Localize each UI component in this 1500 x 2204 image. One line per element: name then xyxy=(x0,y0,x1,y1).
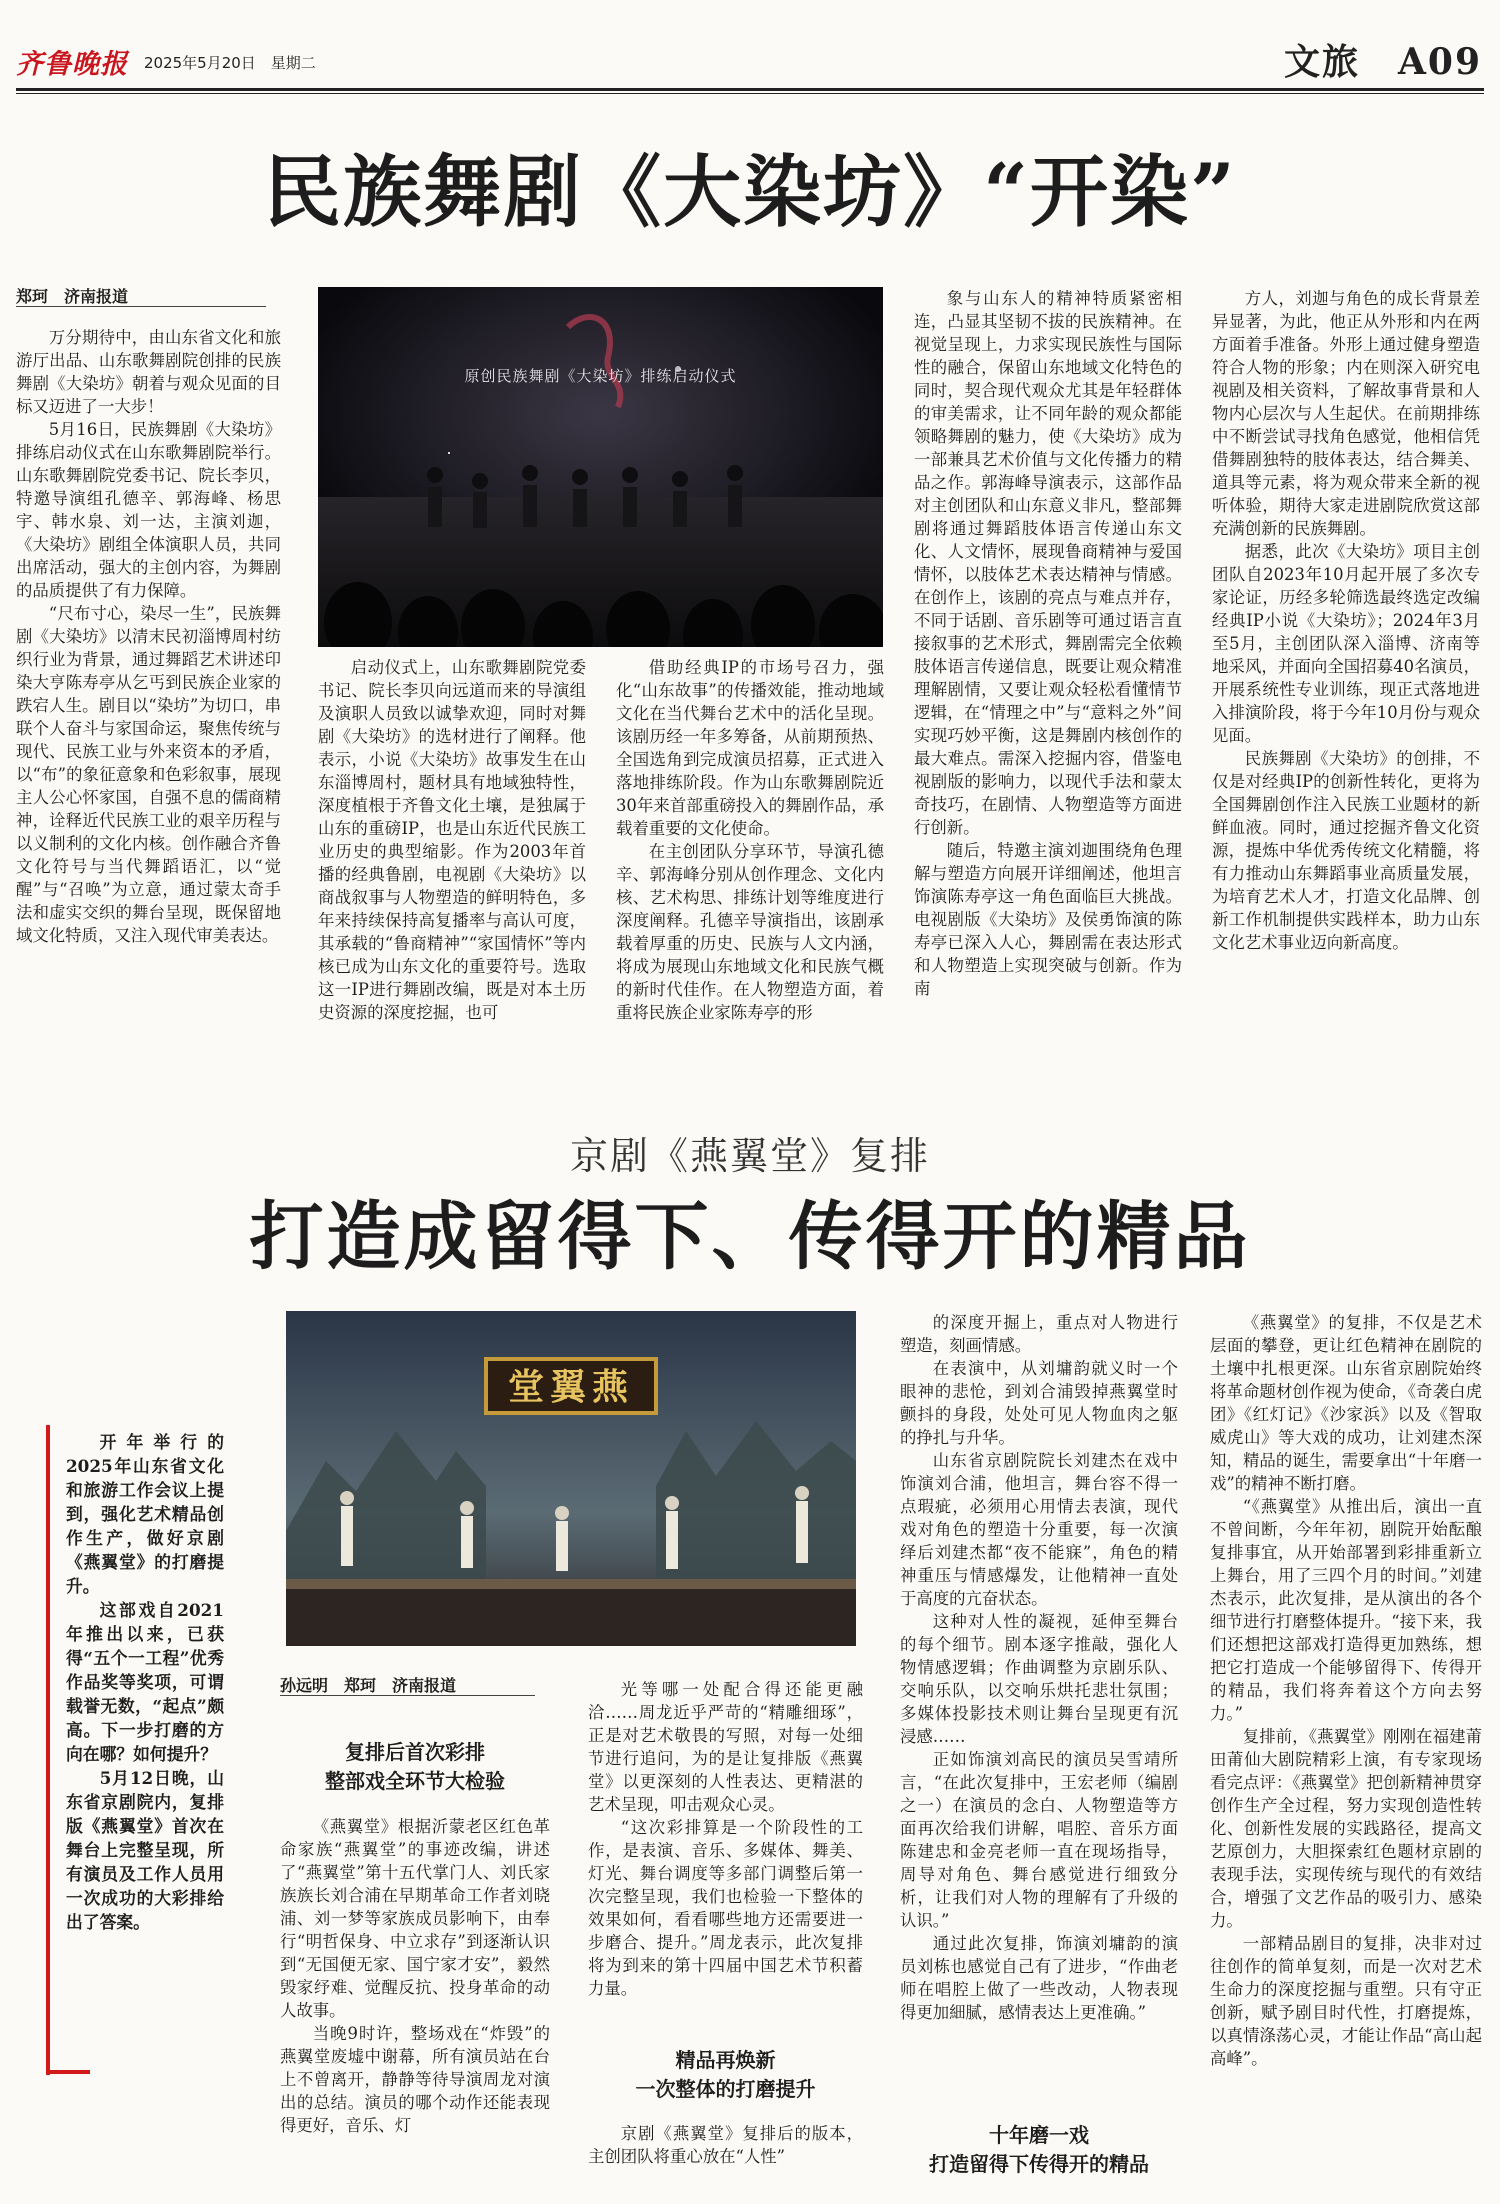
paragraph: 的深度开掘上，重点对人物进行塑造，刻画情感。 xyxy=(900,1313,1178,1355)
column-paragraphs xyxy=(1212,287,1480,954)
article2-column-3 xyxy=(588,1678,863,2040)
paragraph: 《燕翼堂》根据沂蒙老区红色革命家族“燕翼堂”的事迹改编，讲述了“燕翼堂”第十五代掌门人、刘氏家族族长刘合浦在早期革命工作者刘晓浦、刘一梦等家族成员影响下，由奉行“明哲保身、中立求存”到逐渐认识到“无国便无家、国宁家才安”，毅然毁家纾难、觉醒反抗、投身革命的动人故事。 xyxy=(280,1817,550,2020)
section-heading-line-2: 整部戏全环节大检验 xyxy=(325,1769,505,1793)
paragraph: 这部戏自2021年推出以来，已获得“五个一工程”优秀作品奖等奖项，可谓载誉无数，“起点”颇高。下一步打磨的方向在哪？如何提升？ xyxy=(66,1600,224,1764)
paragraph: 随后，特邀主演刘迦围绕角色理解与塑造方向展开详细阐述，他坦言饰演陈寿亭这一角色面临巨大挑战。电视剧版《大染坊》及侯勇饰演的陈寿亭已深入人心，舞剧需在表达形式和人物塑造上实现突破与创新。作为南 xyxy=(914,841,1182,998)
article2-column-2 xyxy=(280,1815,550,2175)
paragraph: 方人，刘迦与角色的成长背景差异显著，为此，他正从外形和内在两方面着手准备。外形上通过健身塑造符合人物的形象；内在则深入研究电视剧及相关资料，了解故事背景和人物内心层次与人生起伏。在前期排练中不断尝试寻找角色感觉，他相信凭借舞剧独特的肢体表达，结合舞美、道具等元素，将为观众带来全新的视听体验，期待大家走进剧院欣赏这部充满创新的民族舞剧。 xyxy=(1212,289,1480,538)
newspaper-logo: 齐鲁晚报 xyxy=(16,49,128,80)
article2-headline: 打造成留得下、传得开的精品 xyxy=(249,1194,1251,1280)
section-heading-line-2: 打造留得下传得开的精品 xyxy=(929,2152,1149,2176)
column-paragraphs xyxy=(1210,1311,1482,2070)
issue-date: 2025年5月20日 星期二 xyxy=(144,54,316,72)
yanyitang-stage-photo xyxy=(286,1311,856,1646)
masthead-rule-thin xyxy=(16,93,1484,94)
column-paragraphs xyxy=(318,656,586,1024)
column-paragraphs xyxy=(914,287,1182,1000)
paragraph: 山东省京剧院院长刘建杰在戏中饰演刘合浦，他坦言，舞台容不得一点瑕疵，必须用心用情去表演，现代戏对角色的塑造十分重要，每一次演绎后刘建杰都“夜不能寐”，角色的精神重压与情感爆发，让他精神一直处于高度的亢奋状态。 xyxy=(900,1451,1178,1608)
article1-column-4 xyxy=(914,287,1182,1096)
section-heading-decade xyxy=(900,2121,1178,2179)
sidebar-accent-bar xyxy=(46,1425,50,2075)
paragraph: 在主创团队分享环节，导演孔德辛、郭海峰分别从创作理念、文化内核、艺术构思、排练计划等维度进行深度阐释。孔德辛导演指出，该剧承载着厚重的历史、民族与人文内涵，将成为展现山东地域文化和民族气概的新时代佳作。在人物塑造方面，着重将民族企业家陈寿亭的形 xyxy=(616,842,884,1022)
stage-illustration xyxy=(318,287,883,647)
article2-sidebar xyxy=(66,1430,224,2070)
paragraph: 光等哪一处配合得还能更融洽……周龙近乎严苛的“精雕细琢”，正是对艺术敬畏的写照，对每一处细节进行追问，为的是让复排版《燕翼堂》以更深刻的人性表达、更精湛的艺术呈现，叩击观众心灵。 xyxy=(588,1680,863,1814)
section-heading-line-1: 精品再焕新 xyxy=(675,2048,776,2072)
paragraph: 5月12日晚，山东省京剧院内，复排版《燕翼堂》首次在舞台上完整呈现，所有演员及工作人员用一次成功的大彩排给出了答案。 xyxy=(66,1768,224,1932)
byline-underline xyxy=(16,306,266,307)
article2-column-4 xyxy=(900,1311,1178,2113)
paragraph: “这次彩排算是一个阶段性的工作，是表演、音乐、多媒体、舞美、灯光、舞台调度等多部门调整后第一次完整呈现，我们也检验一下整体的效果如何，看看哪些地方还需要进一步磨合、提升。”周龙表示，此次复排将为到来的第十四届中国艺术节积蓄力量。 xyxy=(588,1818,863,1998)
section-heading-rehearsal xyxy=(280,1738,550,1796)
section-heading-line-2: 一次整体的打磨提升 xyxy=(635,2077,816,2101)
paragraph: 通过此次复排，饰演刘墉韵的演员刘栋也感觉自己有了进步，“作曲老师在唱腔上做了一些改动，人物表现得更加細腻，感情表达上更准确。” xyxy=(900,1934,1178,2022)
stage-banner-text: 原创民族舞剧《大染坊》排练启动仪式 xyxy=(464,367,737,385)
paragraph: 据悉，此次《大染坊》项目主创团队自2023年10月起开展了多次专家论证，历经多轮筛选最终选定改编经典IP小说《大染坊》；2024年3月至5月，主创团队深入淄博、济南等地采风，并面向全国招募40名演员，开展系统性专业训练，现正式落地进入排演阶段，将于今年10月份与观众见面。 xyxy=(1212,542,1480,745)
column-paragraphs xyxy=(16,326,281,947)
article1-column-5 xyxy=(1212,287,1480,1096)
paragraph: 启动仪式上，山东歌舞剧院党委书记、院长李贝向远道而来的导演组及演职人员致以诚挚欢迎，同时对舞剧《大染坊》的选材进行了阐释。他表示，小说《大染坊》故事发生在山东淄博周村，题材具有地域独特性，深度植根于齐鲁文化土壤，是独属于山东的重磅IP，也是山东近代民族工业历史的典型缩影。作为2003年首播的经典鲁剧，电视剧《大染坊》以商战叙事与人物塑造的鲜明特色，多年来持续保持高复播率与高认可度，其承载的“鲁商精神”“家国情怀”等内核已成为山东文化的重要符号。选取这一IP进行舞剧改编，既是对本土历史资源的深度挖掘，也可 xyxy=(318,658,586,1022)
paragraph: 《燕翼堂》的复排，不仅是艺术层面的攀登，更让红色精神在剧院的土壤中扎根更深。山东省京剧院始终将革命题材创作视为使命，《奇袭白虎团》《红灯记》《沙家浜》以及《智取威虎山》等大戏的成功，让刘建杰深知，精品的诞生，需要拿出“十年磨一戏”的精神不断打磨。 xyxy=(1210,1313,1482,1493)
paragraph: 这种对人性的凝视，延伸至舞台的每个细节。剧本逐字推敲，强化人物情感逻辑；作曲调整为京剧乐队、交响乐队，以交响乐烘托悲壮氛围；多媒体投影技术则让舞台呈现更有沉浸感…… xyxy=(900,1612,1178,1746)
byline-underline xyxy=(280,1695,535,1696)
article1-column-3 xyxy=(616,656,884,1096)
section-heading-line-1: 复排后首次彩排 xyxy=(345,1740,485,1764)
sidebar-paragraphs xyxy=(66,1430,224,1934)
paragraph: 当晚9时许，整场戏在“炸毁”的燕翼堂废墟中谢幕，所有演员站在台上不曾离开，静静等待导演周龙对演出的总结。演员的哪个动作还能表现得更好，音乐、灯 xyxy=(280,2024,550,2135)
column-paragraphs xyxy=(616,656,884,1024)
yanyitang-signboard: 堂翼燕 xyxy=(507,1366,634,1408)
paragraph: 复排前，《燕翼堂》刚刚在福建莆田莆仙大剧院精彩上演，有专家现场看完点评：《燕翼堂》把创新精神贯穿创作生产全过程，努力实现创造性转化、创新性发展的实践路径，提高文艺原创力，大胆探索红色题材京剧的表现手法，实现传统与现代的有效结合，增强了文艺作品的吸引力、感染力。 xyxy=(1210,1727,1482,1930)
paragraph: 5月16日，民族舞剧《大染坊》排练启动仪式在山东歌舞剧院举行。山东歌舞剧院党委书记、院长李贝，特邀导演组孔德辛、郭海峰、杨思宇、韩水泉、刘一达，主演刘迦，《大染坊》剧组全体演职人员，共同出席活动，强大的主创内容，为舞剧的品质提供了有力保障。 xyxy=(16,420,281,600)
column-paragraphs xyxy=(588,1678,863,2000)
article1-column-2 xyxy=(318,656,586,1096)
column-paragraphs xyxy=(588,2122,863,2168)
paragraph: 万分期待中，由山东省文化和旅游厅出品、山东歌舞剧院创排的民族舞剧《大染坊》朝着与观众见面的目标又迈进了一大步！ xyxy=(16,328,281,416)
column-paragraphs xyxy=(900,1311,1178,2024)
paragraph: 借助经典IP的市场号召力，强化“山东故事”的传播效能，推动地域文化在当代舞台艺术中的活化呈现。该剧历经一年多筹备，从前期预热、全国选角到完成演员招募，正式进入落地排练阶段。作为山东歌舞剧院近30年来首部重磅投入的舞剧作品，承载着重要的文化使命。 xyxy=(616,658,884,838)
sidebar-accent-foot xyxy=(46,2070,90,2074)
rehearsal-launch-photo xyxy=(318,287,883,647)
article2-byline: 孙远明 郑珂 济南报道 xyxy=(280,1676,457,1695)
article2-kicker: 京剧《燕翼堂》复排 xyxy=(569,1134,930,1178)
column-paragraphs xyxy=(280,1815,550,2137)
paragraph: 京剧《燕翼堂》复排后的版本，主创团队将重心放在“人性” xyxy=(588,2124,863,2166)
paragraph: “尺布寸心，染尽一生”，民族舞剧《大染坊》以清末民初淄博周村纺织行业为背景，通过舞蹈艺术讲述印染大亨陈寿亭从乞丐到民族企业家的跌宕人生。剧目以“染坊”为切口，串联个人奋斗与家国命运，聚焦传统与现代、民族工业与外来资本的矛盾，以“布”的象征意象和色彩叙事，展现主人公心怀家国，自强不息的儒商精神，诠释近代民族工业的艰辛历程与以义制利的文化内核。创作融合齐鲁文化符号与当代舞蹈语汇，以“觉醒”与“召唤”为立意，通过蒙太奇手法和虚实交织的舞台呈现，既保留地域文化特质，又注入现代审美表达。 xyxy=(16,604,281,945)
opera-stage-illustration xyxy=(286,1311,856,1646)
paragraph: “《燕翼堂》从推出后，演出一直不曾间断，今年年初，剧院开始酝酿复排事宜，从开始部署到彩排重新立上舞台，用了三四个月的时间。”刘建杰表示，此次复排，是从演出的各个细节进行打磨整体提升。“接下来，我们还想把这部戏打造得更加熟练，想把它打造成一个能够留得下、传得开的精品，我们将奔着这个方向去努力。” xyxy=(1210,1497,1482,1723)
masthead-rule xyxy=(16,88,1484,91)
paragraph: 正如饰演刘高民的演员吴雪靖所言，“在此次复排中，王宏老师（编剧之一）在演员的念白、人物塑造等方面再次给我们讲解，唱腔、音乐方面陈建忠和金亮老师一直在现场指导，周导对角色、舞台感觉进行细致分析，让我们对人物的理解有了升级的认识。” xyxy=(900,1750,1178,1930)
paragraph: 一部精品剧目的复排，决非对过往创作的简单复刻，而是一次对艺术生命力的深度挖掘与重塑。只有守正创新，赋予剧目时代性，打磨提炼，以真情涤荡心灵，才能让作品“高山起高峰”。 xyxy=(1210,1934,1482,2068)
section-page-label: 文旅 A09 xyxy=(1283,41,1482,83)
section-heading-refresh xyxy=(588,2046,863,2104)
article2-column-3-continued xyxy=(588,2122,863,2192)
article1-byline: 郑珂 济南报道 xyxy=(16,287,129,306)
paragraph: 在表演中，从刘墉韵就义时一个眼神的悲怆，到刘合浦毁掉燕翼堂时颤抖的身段，处处可见人物血肉之躯的挣扎与升华。 xyxy=(900,1359,1178,1447)
article2-column-5 xyxy=(1210,1311,1482,2191)
article1-column-1 xyxy=(16,326,281,1096)
section-heading-line-1: 十年磨一戏 xyxy=(989,2123,1089,2147)
article1-headline: 民族舞剧《大染坊》“开染” xyxy=(263,147,1237,238)
paragraph: 象与山东人的精神特质紧密相连，凸显其坚韧不拔的民族精神。在视觉呈现上，力求实现民族性与国际性的融合，保留山东地域文化特色的同时，契合现代观众尤其是年轻群体的审美需求，让不同年龄的观众都能领略舞剧的魅力，使《大染坊》成为一部兼具艺术价值与文化传播力的精品之作。郭海峰导演表示，这部作品对主创团队和山东意义非凡，整部舞剧将通过舞蹈肢体语言传递山东文化、人文情怀，展现鲁商精神与爱国情怀，以肢体艺术表达精神与情感。在创作上，该剧的亮点与难点并存，不同于话剧、音乐剧等可通过语言直接叙事的艺术形式，舞剧需完全依赖肢体语言传递信息，既要让观众精准理解剧情，又要让观众轻松看懂情节逻辑，在“情理之中”与“意料之外”间实现巧妙平衡，这是舞剧内核创作的最大难点。需深入挖掘内容，借鉴电视剧版的影响力，以现代手法和蒙太奇技巧，在剧情、人物塑造等方面进行创新。 xyxy=(914,289,1182,837)
paragraph: 开年举行的2025年山东省文化和旅游工作会议上提到，强化艺术精品创作生产，做好京剧《燕翼堂》的打磨提升。 xyxy=(66,1432,224,1596)
paragraph: 民族舞剧《大染坊》的创排，不仅是对经典IP的创新性转化，更将为全国舞剧创作注入民族工业题材的新鲜血液。同时，通过挖掘齐鲁文化资源，提炼中华优秀传统文化精髓，将有力推动山东舞蹈事业高质量发展，为培育艺术人才，打造文化品牌、创新工作机制提供实践样本，助力山东文化艺术事业迈向新高度。 xyxy=(1212,749,1480,952)
